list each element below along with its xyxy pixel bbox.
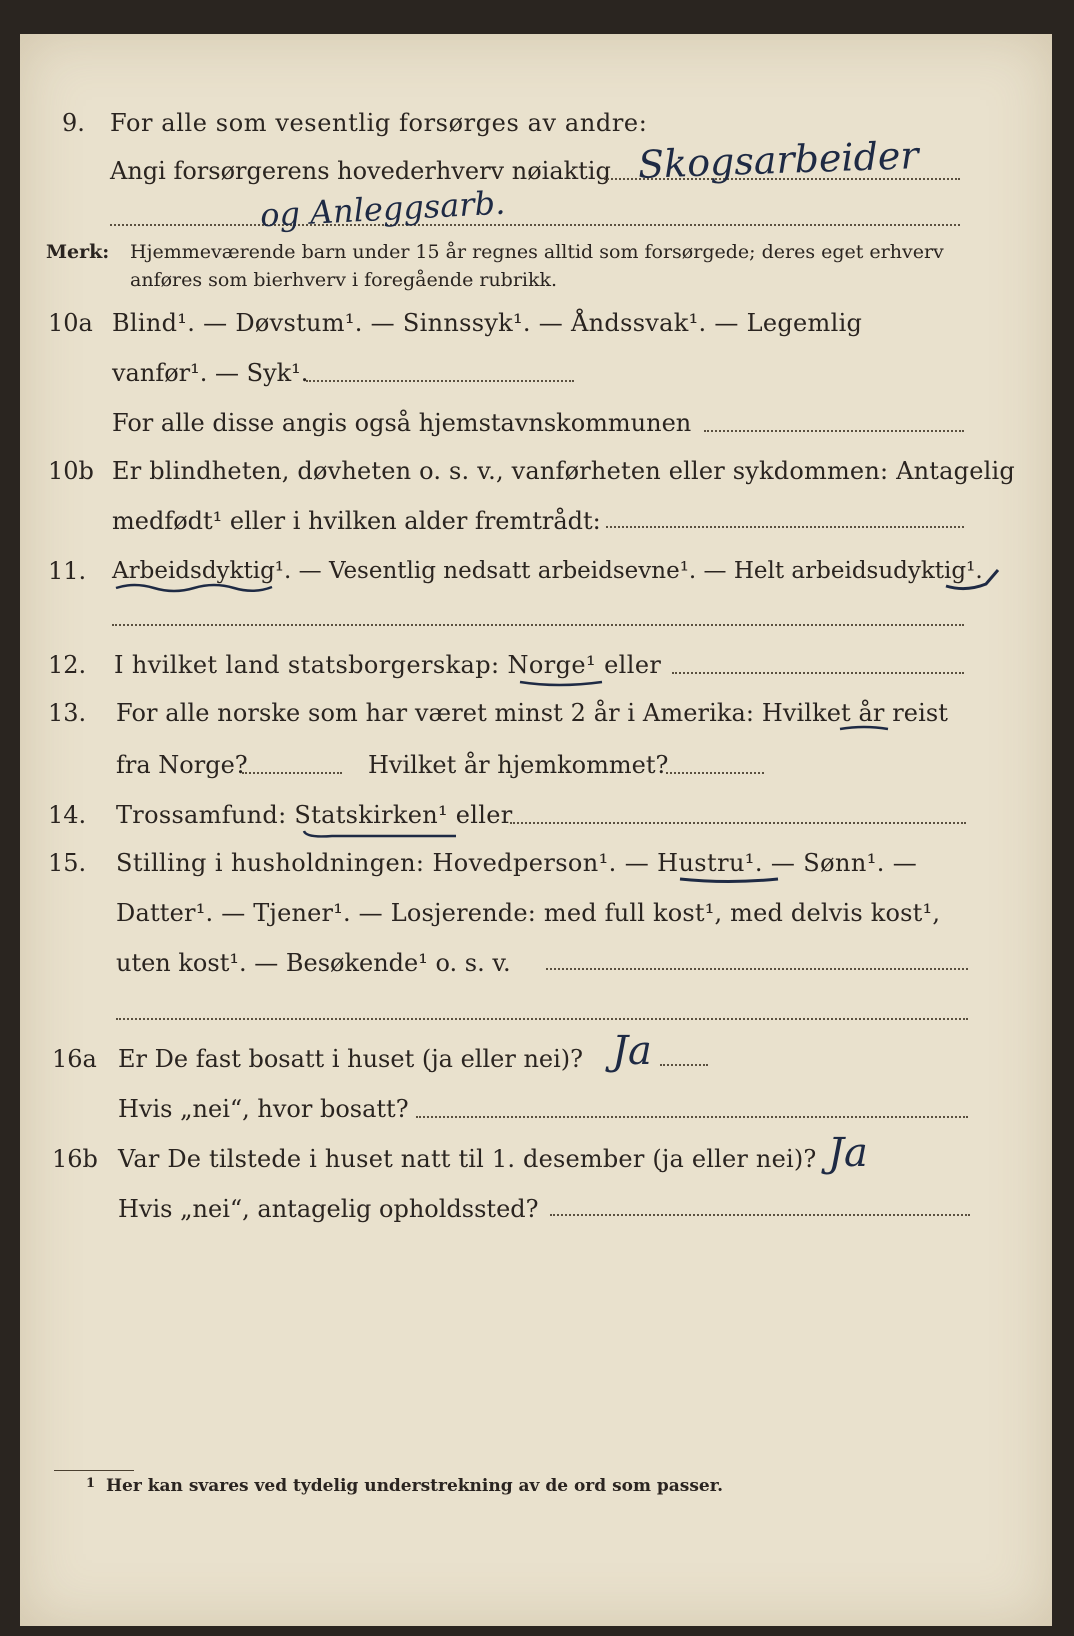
footnote-text: Her kan svares ved tydelig understrekning av de ord som passer. (106, 1476, 724, 1496)
q9-handwritten-answer: Skogsarbeider (637, 133, 920, 187)
q12-number: 12. (48, 651, 87, 679)
q16b-line1: Var De tilstede i huset natt til 1. desember (ja eller nei)? (118, 1145, 817, 1173)
q13-line1: For alle norske som har været minst 2 år i Amerika: Hvilket år reist (116, 699, 949, 727)
q9-second-line (110, 224, 960, 226)
q11-underline-mark (114, 582, 274, 594)
q13-line2a: fra Norge? (116, 751, 248, 779)
q15-line3: uten kost¹. — Besøkende¹ o. s. v. (116, 949, 511, 977)
q16b-opholdssted-line (550, 1214, 970, 1216)
q13-line2b: Hvilket år hjemkommet? (368, 751, 669, 779)
q15-line2: Datter¹. — Tjener¹. — Losjerende: med full kost¹, med delvis kost¹, (116, 899, 941, 927)
q10b-answer-line (606, 526, 964, 528)
q13-underline-mark (838, 724, 890, 734)
q11-check-mark (942, 562, 1002, 602)
q13-reist-line (242, 772, 342, 774)
q9-handwritten-answer-2: og Anleggsarb. (259, 183, 507, 235)
q16a-number: 16a (52, 1045, 97, 1073)
q9-line1: For alle som vesentlig forsørges av andre: (110, 109, 648, 137)
q12-answer-line (672, 672, 964, 674)
q14-number: 14. (48, 801, 87, 829)
q14-underline-mark (302, 828, 458, 840)
q10a-line1: Blind¹. — Døvstum¹. — Sinnssyk¹. — Åndssvak¹. — Legemlig (112, 309, 863, 337)
q16a-handwritten-answer: Ja (612, 1028, 652, 1074)
q14-line1: Trossamfund: Statskirken¹ eller (116, 801, 513, 829)
q16b-handwritten-answer: Ja (828, 1130, 868, 1176)
q16a-bosatt-line (416, 1116, 968, 1118)
q11-line1: Arbeidsdyktig¹. — Vesentlig nedsatt arbeidsevne¹. — Helt arbeidsudyktig¹. (112, 558, 983, 584)
footnote-rule (54, 1470, 134, 1471)
q15-answer-line (546, 968, 968, 970)
q15-underline-mark (678, 874, 780, 886)
q13-number: 13. (48, 699, 87, 727)
q10a-answer-line (306, 380, 574, 382)
q14-answer-line (510, 822, 966, 824)
q10a-number: 10a (48, 309, 93, 337)
q16a-line1: Er De fast bosatt i huset (ja eller nei)? (118, 1045, 584, 1073)
q10b-number: 10b (48, 457, 94, 485)
q15-line1: Stilling i husholdningen: Hovedperson¹. — Hustru¹. — Sønn¹. — (116, 849, 918, 877)
q11-answer-line (112, 624, 964, 626)
q10a-hjemstavn-line (704, 430, 964, 432)
q10b-line2: medfødt¹ eller i hvilken alder fremtrådt: (112, 507, 601, 535)
q15-number: 15. (48, 849, 87, 877)
merk-line2: anføres som bierhverv i foregående rubrikk. (130, 269, 558, 291)
q16a-answer-line (660, 1064, 708, 1066)
q9-line2: Angi forsørgerens hovederhverv nøiaktig (110, 157, 611, 185)
q10b-line1: Er blindheten, døvheten o. s. v., vanførheten eller sykdommen: Antagelig (112, 457, 1015, 485)
q16b-line2: Hvis „nei“, antagelig opholdssted? (118, 1195, 539, 1223)
q9-number: 9. (62, 109, 85, 137)
merk-line1: Hjemmeværende barn under 15 år regnes alltid som forsørgede; deres eget erhverv (130, 241, 944, 263)
q10a-line2: vanfør¹. — Syk¹. (112, 359, 309, 387)
q16a-line2: Hvis „nei“, hvor bosatt? (118, 1095, 409, 1123)
q10a-line3: For alle disse angis også hjemstavnskommunen (112, 409, 692, 437)
census-form-page (20, 34, 1052, 1626)
q11-number: 11. (48, 557, 87, 585)
footnote-mark: 1 (86, 1476, 96, 1491)
q12-underline-mark (518, 678, 604, 688)
merk-label: Merk: (46, 241, 110, 263)
q15-extra-line (116, 1018, 968, 1020)
q16b-number: 16b (52, 1145, 98, 1173)
q13-hjemkommet-line (666, 772, 764, 774)
q12-line1: I hvilket land statsborgerskap: Norge¹ eller (114, 651, 662, 679)
